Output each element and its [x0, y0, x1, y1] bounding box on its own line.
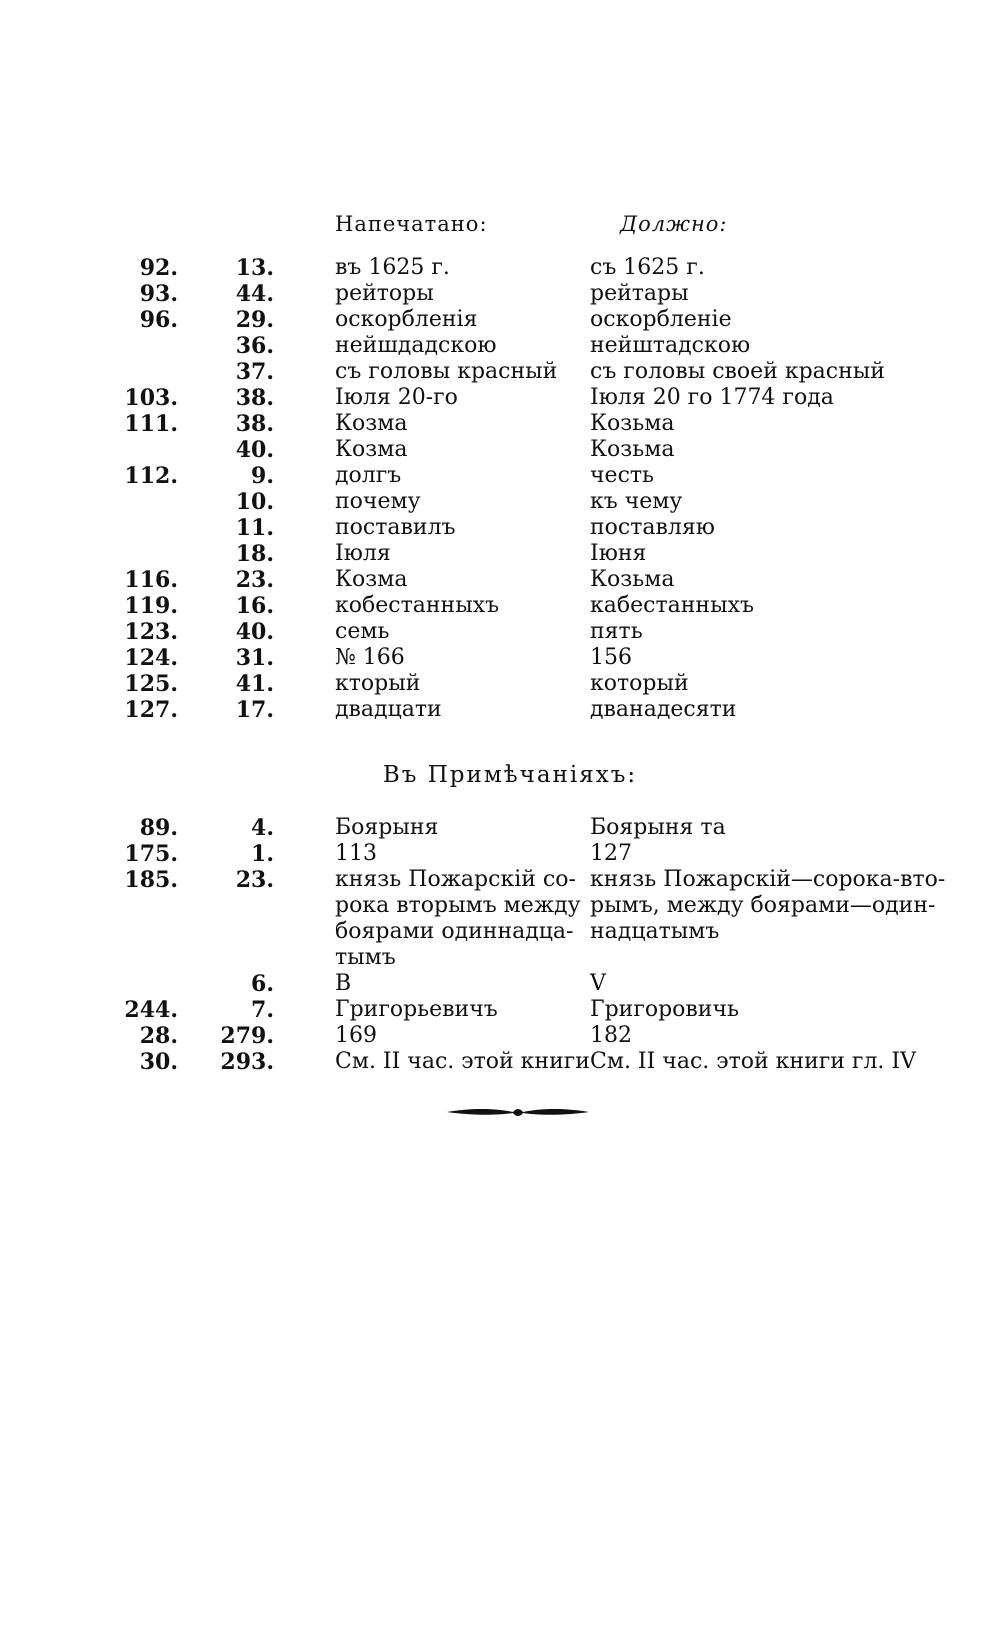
printed-text: поставилъ — [335, 515, 456, 540]
line-number: 293. — [220, 1049, 274, 1075]
should-text: 182 — [590, 1023, 632, 1048]
line-number: 23. — [235, 567, 274, 593]
line-number: 13. — [235, 255, 274, 281]
line-number: 41. — [235, 671, 274, 697]
printed-text: почему — [335, 489, 421, 514]
errata-row — [0, 541, 1000, 567]
should-text: поставляю — [590, 515, 715, 540]
errata-row — [0, 385, 1000, 411]
printed-text: Боярыня — [335, 815, 439, 840]
should-text: съ головы своей красный — [590, 359, 885, 384]
should-text-line: рымъ, между боярами—один- — [590, 893, 936, 918]
line-number: 279. — [220, 1023, 274, 1049]
printed-text: съ головы красный — [335, 359, 558, 384]
printed-text: 169 — [335, 1023, 377, 1048]
notes-section-title: Въ Примѣчаніяхъ: — [382, 762, 638, 788]
should-text: Козьма — [590, 411, 675, 436]
should-text: Іюня — [590, 541, 647, 566]
should-text: къ чему — [590, 489, 683, 514]
errata-row — [0, 281, 1000, 307]
should-text: V — [590, 971, 606, 996]
line-number: 38. — [235, 385, 274, 411]
printed-text: рейторы — [335, 281, 434, 306]
printed-text: оскорбленія — [335, 307, 478, 332]
page-number: 175. — [124, 841, 178, 867]
errata-row — [0, 307, 1000, 333]
printed-text: См. II час. этой книги — [335, 1049, 590, 1074]
page-number: 116. — [124, 567, 178, 593]
line-number: 40. — [235, 619, 274, 645]
line-number: 9. — [251, 463, 274, 489]
printed-text: долгъ — [335, 463, 402, 488]
notes-row — [0, 815, 1000, 841]
errata-row — [0, 359, 1000, 385]
line-number: 38. — [235, 411, 274, 437]
should-text: 156 — [590, 645, 632, 670]
should-text: Козьма — [590, 437, 675, 462]
page-number: 111. — [124, 411, 178, 437]
printed-text-line: боярами одиннадца- — [335, 919, 574, 944]
printed-text: Козма — [335, 437, 408, 462]
should-text: оскорбленіе — [590, 307, 732, 332]
printed-text: кобестанныхъ — [335, 593, 500, 618]
line-number: 7. — [251, 997, 274, 1023]
should-text: съ 1625 г. — [590, 255, 705, 280]
line-number: 31. — [235, 645, 274, 671]
errata-row — [0, 593, 1000, 619]
page-number: 127. — [124, 697, 178, 723]
page-number: 28. — [139, 1023, 178, 1049]
errata-row — [0, 411, 1000, 437]
should-text: нейштадскою — [590, 333, 751, 358]
should-text-multiline — [590, 867, 945, 945]
should-text: 127 — [590, 841, 632, 866]
errata-row — [0, 333, 1000, 359]
should-text: Іюля 20 го 1774 года — [590, 385, 834, 410]
printed-text: Козма — [335, 567, 408, 592]
printed-text: Козма — [335, 411, 408, 436]
page-number: 96. — [139, 307, 178, 333]
printed-text: Григорьевичъ — [335, 997, 498, 1022]
line-number: 17. — [235, 697, 274, 723]
should-text: рейтары — [590, 281, 689, 306]
should-text: Григоровичь — [590, 997, 739, 1022]
line-number: 29. — [235, 307, 274, 333]
should-text: Козьма — [590, 567, 675, 592]
page-number: 92. — [139, 255, 178, 281]
errata-row — [0, 645, 1000, 671]
end-ornament-icon — [445, 1103, 591, 1121]
page-number: 112. — [124, 463, 178, 489]
should-text: который — [590, 671, 689, 696]
printed-text: Іюля — [335, 541, 391, 566]
line-number: 44. — [235, 281, 274, 307]
line-number: 6. — [251, 971, 274, 997]
page-number: 125. — [124, 671, 178, 697]
notes-row — [0, 1023, 1000, 1049]
page-number: 244. — [124, 997, 178, 1023]
page-number: 93. — [139, 281, 178, 307]
notes-row — [0, 1049, 1000, 1075]
page-number: 185. — [124, 867, 178, 893]
printed-text: двадцати — [335, 697, 442, 722]
printed-text: № 166 — [335, 645, 405, 670]
should-text: См. II час. этой книги гл. IV — [590, 1049, 916, 1074]
should-text: Боярыня та — [590, 815, 726, 840]
errata-row — [0, 255, 1000, 281]
should-text: пять — [590, 619, 643, 644]
printed-text: Іюля 20-го — [335, 385, 458, 410]
page-number: 119. — [124, 593, 178, 619]
header-should: Должно: — [620, 212, 728, 236]
should-text-line: надцатымъ — [590, 919, 720, 944]
line-number: 36. — [235, 333, 274, 359]
errata-row — [0, 463, 1000, 489]
printed-text-line: князь Пожарскій со- — [335, 867, 576, 892]
should-text-line: князь Пожарскій—сорока-вто- — [590, 867, 946, 892]
errata-row — [0, 515, 1000, 541]
line-number: 18. — [235, 541, 274, 567]
errata-row — [0, 697, 1000, 723]
line-number: 10. — [235, 489, 274, 515]
printed-text: въ 1625 г. — [335, 255, 450, 280]
page-number: 124. — [124, 645, 178, 671]
line-number: 16. — [235, 593, 274, 619]
page-number: 103. — [124, 385, 178, 411]
header-printed: Напечатано: — [335, 212, 488, 236]
should-text: кабестанныхъ — [590, 593, 754, 618]
notes-row — [0, 971, 1000, 997]
line-number: 4. — [251, 815, 274, 841]
page-number: 30. — [139, 1049, 178, 1075]
printed-text: нейшдадскою — [335, 333, 497, 358]
printed-text-line: рока вторымъ между — [335, 893, 581, 918]
printed-text-multiline — [335, 867, 581, 971]
errata-row — [0, 489, 1000, 515]
line-number: 11. — [235, 515, 274, 541]
page-number: 89. — [139, 815, 178, 841]
printed-text: 113 — [335, 841, 377, 866]
errata-row — [0, 567, 1000, 593]
printed-text: В — [335, 971, 352, 996]
errata-row — [0, 671, 1000, 697]
errata-row — [0, 619, 1000, 645]
line-number: 1. — [251, 841, 274, 867]
errata-row — [0, 437, 1000, 463]
notes-row — [0, 997, 1000, 1023]
page-number: 123. — [124, 619, 178, 645]
line-number: 40. — [235, 437, 274, 463]
line-number: 37. — [235, 359, 274, 385]
printed-text: кторый — [335, 671, 421, 696]
line-number: 23. — [235, 867, 274, 893]
printed-text: семь — [335, 619, 390, 644]
notes-row — [0, 841, 1000, 867]
should-text: дванадесяти — [590, 697, 737, 722]
should-text: честь — [590, 463, 655, 488]
printed-text-line: тымъ — [335, 945, 396, 970]
